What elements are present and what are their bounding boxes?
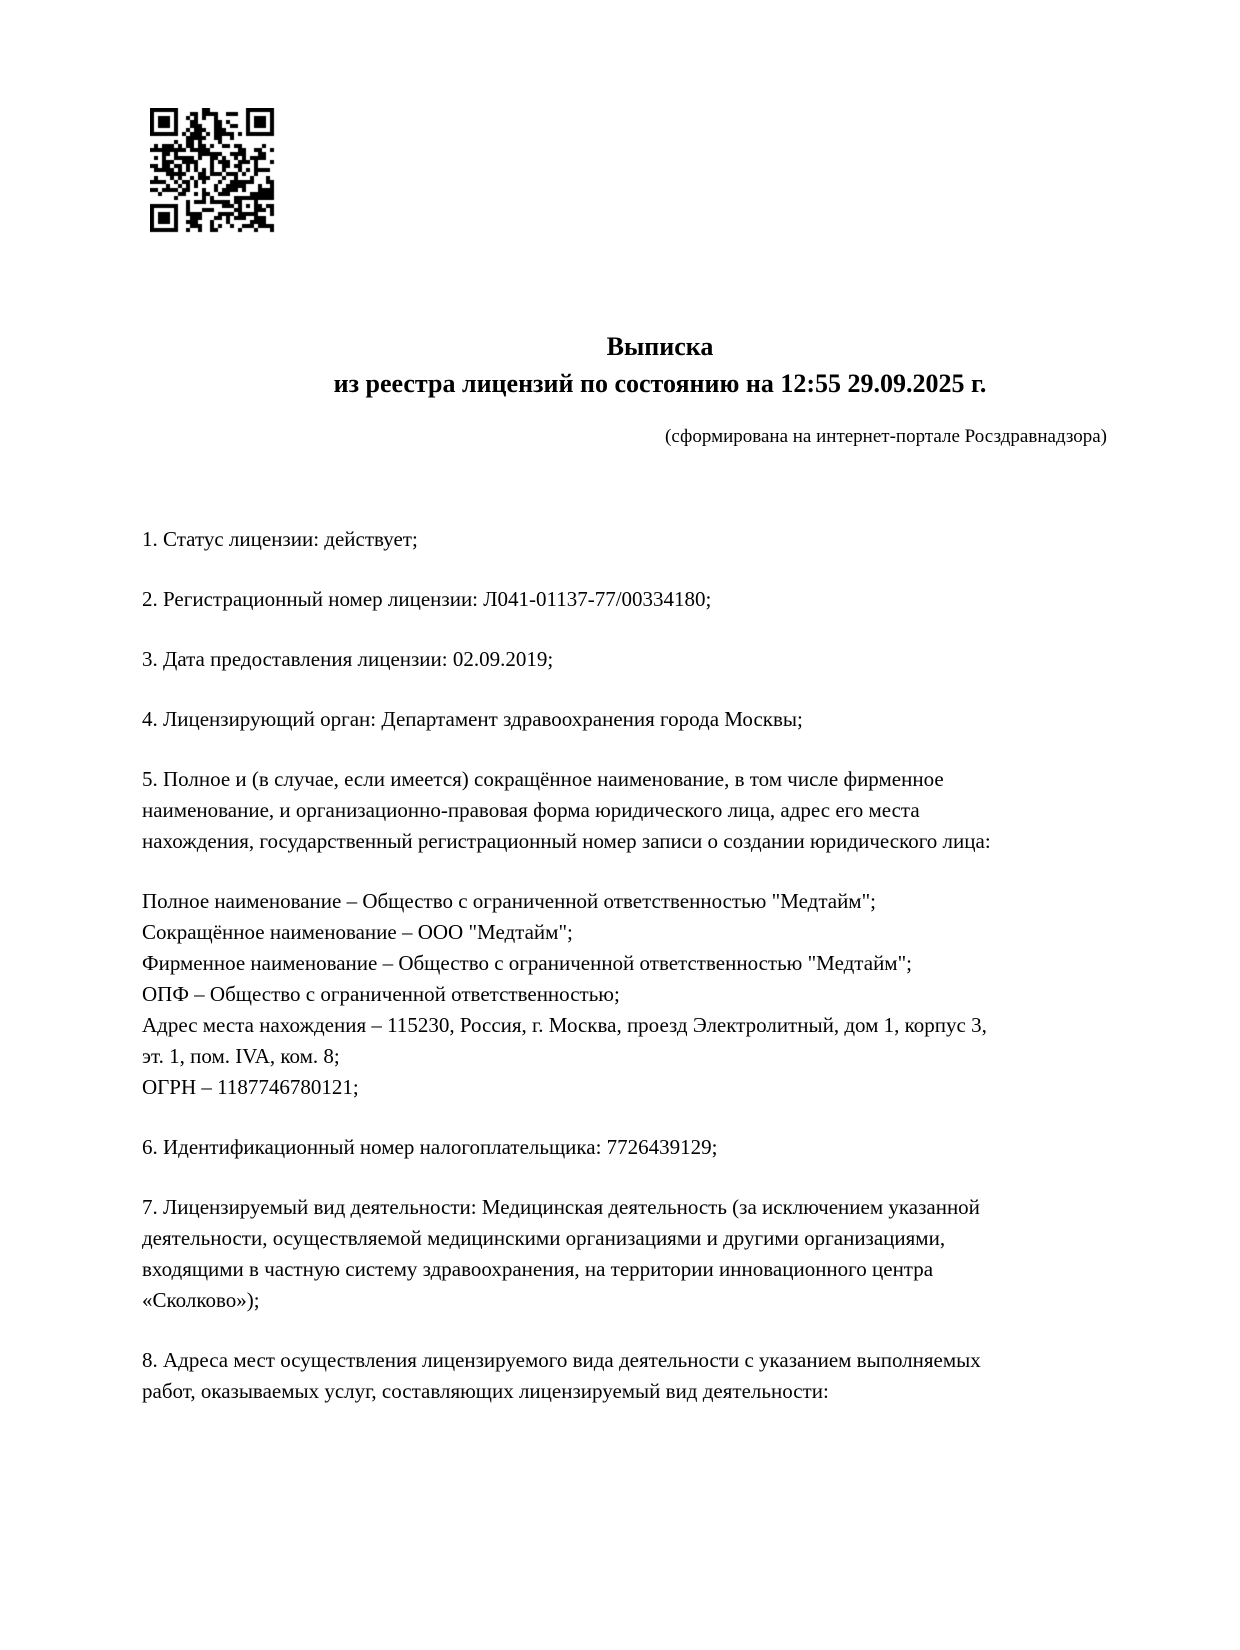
text-line-brand-name: Фирменное наименование – Общество с ограниченной ответственностью "Медтайм"; — [142, 951, 912, 975]
text-line: входящими в частную систему здравоохранения, на территории инновационного центра — [142, 1257, 934, 1281]
text-line: 8. Адреса мест осуществления лицензируемого вида деятельности с указанием выполняемых — [142, 1348, 981, 1372]
text-line: 5. Полное и (в случае, если имеется) сокращённое наименование, в том числе фирменное — [142, 767, 944, 791]
paragraph-license-date — [142, 644, 1120, 675]
text-line-full-name: Полное наименование – Общество с ограниченной ответственностью "Медтайм"; — [142, 889, 877, 913]
text-line: наименование, и организационно-правовая форма юридического лица, адрес его места — [142, 798, 920, 822]
text-line: 4. Лицензирующий орган: Департамент здравоохранения города Москвы; — [142, 707, 803, 731]
document-title — [140, 328, 1180, 402]
text-line: «Сколково»); — [142, 1288, 260, 1312]
text-line: 7. Лицензируемый вид деятельности: Медицинская деятельность (за исключением указанной — [142, 1195, 980, 1219]
text-line: 1. Статус лицензии: действует; — [142, 527, 418, 551]
title-line-2: из реестра лицензий по состоянию на 12:55 29.09.2025 г. — [333, 369, 987, 398]
text-line: нахождения, государственный регистрационный номер записи о создании юридического лица: — [142, 829, 991, 853]
text-line-legal-form: ОПФ – Общество с ограниченной ответственностью; — [142, 982, 620, 1006]
qr-code-icon — [150, 108, 276, 234]
paragraph-activity-addresses-intro — [142, 1345, 1120, 1407]
text-line-ogrn: ОГРН – 1187746780121; — [142, 1075, 359, 1099]
paragraph-name-and-form-intro — [142, 764, 1120, 857]
document-body — [142, 524, 1120, 1407]
text-line: работ, оказываемых услуг, составляющих лицензируемый вид деятельности: — [142, 1379, 829, 1403]
text-line: 6. Идентификационный номер налогоплательщика: 7726439129; — [142, 1135, 718, 1159]
paragraph-licensed-activity — [142, 1192, 1120, 1316]
paragraph-inn — [142, 1132, 1120, 1163]
paragraph-registration-number — [142, 584, 1120, 615]
text-line-address-1: Адрес места нахождения – 115230, Россия, г. Москва, проезд Электролитный, дом 1, корпус 3, — [142, 1013, 987, 1037]
title-line-1: Выписка — [606, 332, 714, 361]
text-line: деятельности, осуществляемой медицинскими организациями и другими организациями, — [142, 1226, 946, 1250]
paragraph-organization-details — [142, 886, 1120, 1103]
text-line: 2. Регистрационный номер лицензии: Л041-01137-77/00334180; — [142, 587, 712, 611]
text-line-short-name: Сокращённое наименование – ООО "Медтайм"; — [142, 920, 573, 944]
qr-code-container — [0, 0, 1240, 234]
text-line: 3. Дата предоставления лицензии: 02.09.2019; — [142, 647, 554, 671]
paragraph-license-status — [142, 524, 1120, 555]
text-line-address-2: эт. 1, пом. IVA, ком. 8; — [142, 1044, 340, 1068]
paragraph-licensing-authority — [142, 704, 1120, 735]
formation-note: (сформирована на интернет-портале Росздравнадзора) — [665, 426, 1107, 447]
